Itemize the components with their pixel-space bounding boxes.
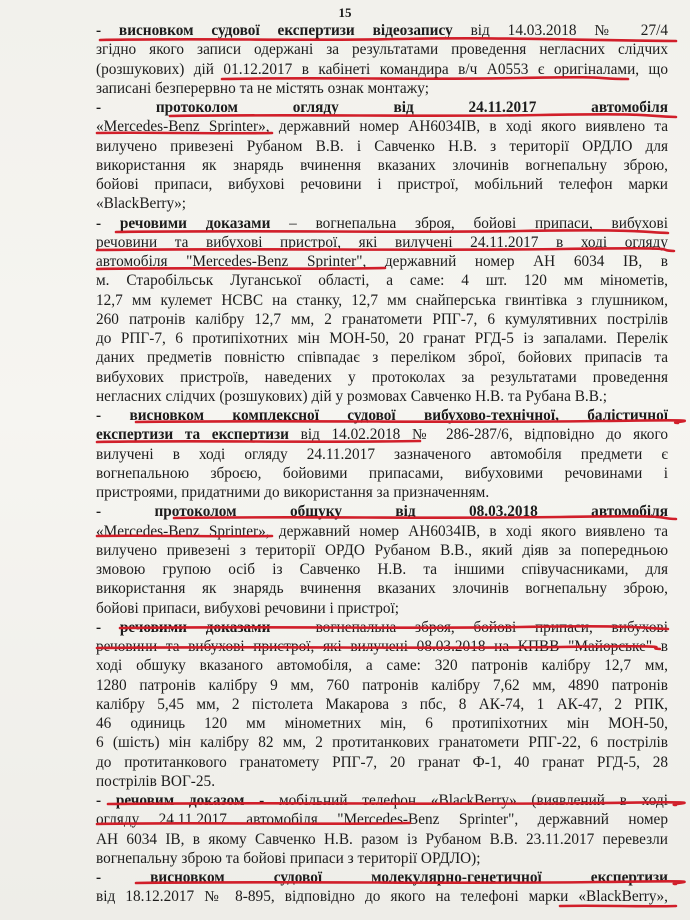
underline-protokol-ohliadu bbox=[170, 114, 676, 117]
underline-blackberry-last bbox=[560, 906, 676, 907]
text-line: 260 патронів калібру 12,7 мм, 2 гранатомети РПГ-7, 6 кумулятивних пострілів bbox=[96, 310, 668, 328]
text-line: 1280 патронів калібру 9 мм, 760 патронів калібру 7,62 мм, 4890 патронів bbox=[96, 676, 668, 694]
text-line: бойові припаси, вибухові речовини і пристрої; bbox=[96, 599, 400, 617]
underline-avtomobilia-1 bbox=[97, 268, 385, 269]
text-line: - висновком комплексної судової вибухово-технічної, балістичної bbox=[96, 407, 668, 424]
text-line: бойові припаси, вибухові речовини і пристрої, мобільний телефон марки bbox=[96, 176, 668, 193]
text-line: від 18.12.2017 № 8-895, відповідно до якого на телефоні марки «BlackBerry», bbox=[96, 888, 668, 906]
text-line: - речовими доказами – вогнепальна зброя, бойові припаси, вибухові bbox=[96, 618, 668, 636]
underline-kabineti-komandyra bbox=[222, 77, 628, 79]
underline-ekspertyzy-videozapysu bbox=[100, 38, 676, 41]
underline-rechovyny-1 bbox=[97, 248, 674, 251]
text-line: «Mercedes-Benz Sprinter», державний номер АН6034ІВ, в ході якого виявлено та bbox=[96, 522, 668, 540]
text-line: вогнепальною зброєю, бойовими припасами, вибуховими речовинами і bbox=[96, 464, 668, 482]
text-line: - висновком судової молекулярно-генетичної експертизи bbox=[96, 869, 668, 886]
text-line: калібру 5,45 мм, 2 пістолета Макарова з пбс, 8 АК-74, 1 АК-47, 2 РПК, bbox=[96, 695, 668, 713]
underline-ohliadu-blackberry bbox=[97, 823, 410, 824]
text-line: - протоколом огляду від 24.11.2017 автомобіля bbox=[96, 99, 668, 116]
text-line: - речовими доказами – вогнепальна зброя, бойові припаси, вибухові bbox=[96, 214, 668, 232]
underline-mercedes-2 bbox=[97, 536, 272, 537]
text-line: пристроями, придатними до використання за призначенням. bbox=[96, 484, 490, 501]
text-line: вилучено привезені з території ОРДО Рубаном В.В., який діяв за попередньою bbox=[96, 541, 668, 559]
text-line: до РПГ-7, 6 протипіхотних мін МОН-50, 20 гранат РГД-5 із запалами. Перелік bbox=[96, 330, 668, 347]
text-line: негласних слідчих (розшукових) дій у розмовах Савченко Н.В. та Рубана В.В.; bbox=[96, 387, 607, 405]
text-line: - протоколом обшуку від 08.03.2018 автомобіля bbox=[96, 503, 668, 521]
text-line: пострілів ВОГ-25. bbox=[96, 772, 216, 790]
text-line: - висновком судової експертизи відеозапису від 14.03.2018 № 27/4 bbox=[96, 22, 668, 39]
text-line: 6 (шість) мін калібру 82 мм, 2 протитанкових гранатомети РПГ-22, 6 пострілів bbox=[96, 734, 668, 752]
text-line: до протитанкового гранатомету РПГ-7, 20 гранат Ф-1, 40 гранат РГД-5, 28 bbox=[96, 753, 668, 771]
text-line: згідно якого записи одержані за результатами проведення негласних слідчих bbox=[96, 41, 668, 59]
text-line: речовини та вибухові пристрої, які вилучені 08.03.2018 на КПВВ "Майорське" в bbox=[96, 638, 668, 655]
underline-molekuliarno-henetychna bbox=[136, 881, 685, 884]
underline-ekspertyzy-ta bbox=[97, 441, 420, 442]
text-line: ході обшуку вказаного автомобіля, а саме: 320 патронів калібру 12,7 мм, bbox=[96, 657, 668, 675]
text-line: речовини та вибухові пристрої, які вилучені 24.11.2017 в ході огляду bbox=[96, 233, 668, 251]
text-line: використання як знарядь вчинення вказаних злочинів вогнепальну зброю, bbox=[96, 156, 668, 174]
text-line: записані безперервно та не містять ознак монтажу; bbox=[96, 79, 429, 97]
text-line: «Mercedes-Benz Sprinter», державний номер АН6034ІВ, в ході якого виявлено та bbox=[96, 118, 668, 136]
text-line: (розшукових) дій 01.12.2017 в кабінеті командира в/ч А0553 є оригіналами, що bbox=[96, 60, 668, 78]
text-line: «BlackBerry»; bbox=[96, 195, 187, 213]
text-line: АН 6034 ІВ, в якому Савченко Н.В. разом із Рубаном В.В. 23.11.2017 перевезли bbox=[96, 830, 668, 848]
text-line: даних предметів повністю співпадає з переліком зброї, бойових припасів та bbox=[96, 349, 668, 367]
text-line: огляду 24.11.2017 автомобіля "Mercedes-Benz Sprinter", державний номер bbox=[96, 811, 668, 829]
text-line: вибухових пристроїв, наведених у протоколах за результатами проведення bbox=[96, 368, 668, 386]
underline-rechovyi-dokaz bbox=[108, 802, 685, 805]
text-line: використання як знарядь вчинення вказаних злочинів вогнепальну зброю, bbox=[96, 580, 668, 598]
underline-rechovyny-2 bbox=[97, 646, 660, 649]
text-line: вилучені в ході огляду 24.11.2017 зазначеного автомобіля предмети є bbox=[96, 445, 668, 463]
underline-rechovi-dokazy-1 bbox=[116, 230, 668, 233]
text-line: вилучено привезені Рубаном В.В. і Савченко Н.В. з території ОРДЛО для bbox=[96, 137, 668, 155]
text-line: 12,7 мм кулемет НСВС на станку, 12,7 мм снайперська гвинтівка з глушником, bbox=[96, 291, 668, 309]
text-line: змовою групою осіб із Савченко Н.В. та іншими співучасниками, для bbox=[96, 561, 668, 578]
page-number: 15 bbox=[338, 5, 352, 20]
text-line: - речовим доказом - мобільний телефон «BlackBerry» (виявлений в ході bbox=[96, 792, 668, 809]
underline-kompleksna-ekspertyza bbox=[136, 420, 685, 423]
text-line: автомобіля "Mercedes-Benz Sprinter", державний номер АН 6034 ІВ, в bbox=[96, 253, 668, 270]
text-line: м. Старобільськ Луганської області, а саме: 4 шт. 120 мм мінометів, bbox=[96, 272, 668, 290]
text-line: вогнепальну зброю та бойові припаси з території ОРДЛО); bbox=[96, 849, 481, 867]
text-line: 46 одиниць 120 мм мінометних мін, 6 протипіхотних мін МОН-50, bbox=[96, 715, 668, 732]
underline-rechovi-dokazy-2 bbox=[120, 626, 668, 629]
underline-protokol-obshuku bbox=[174, 516, 676, 519]
text-line: експертизи та експертизи від 14.02.2018 № 286-287/6, відповідно до якого bbox=[96, 426, 668, 444]
underline-mercedes-1 bbox=[97, 133, 272, 134]
